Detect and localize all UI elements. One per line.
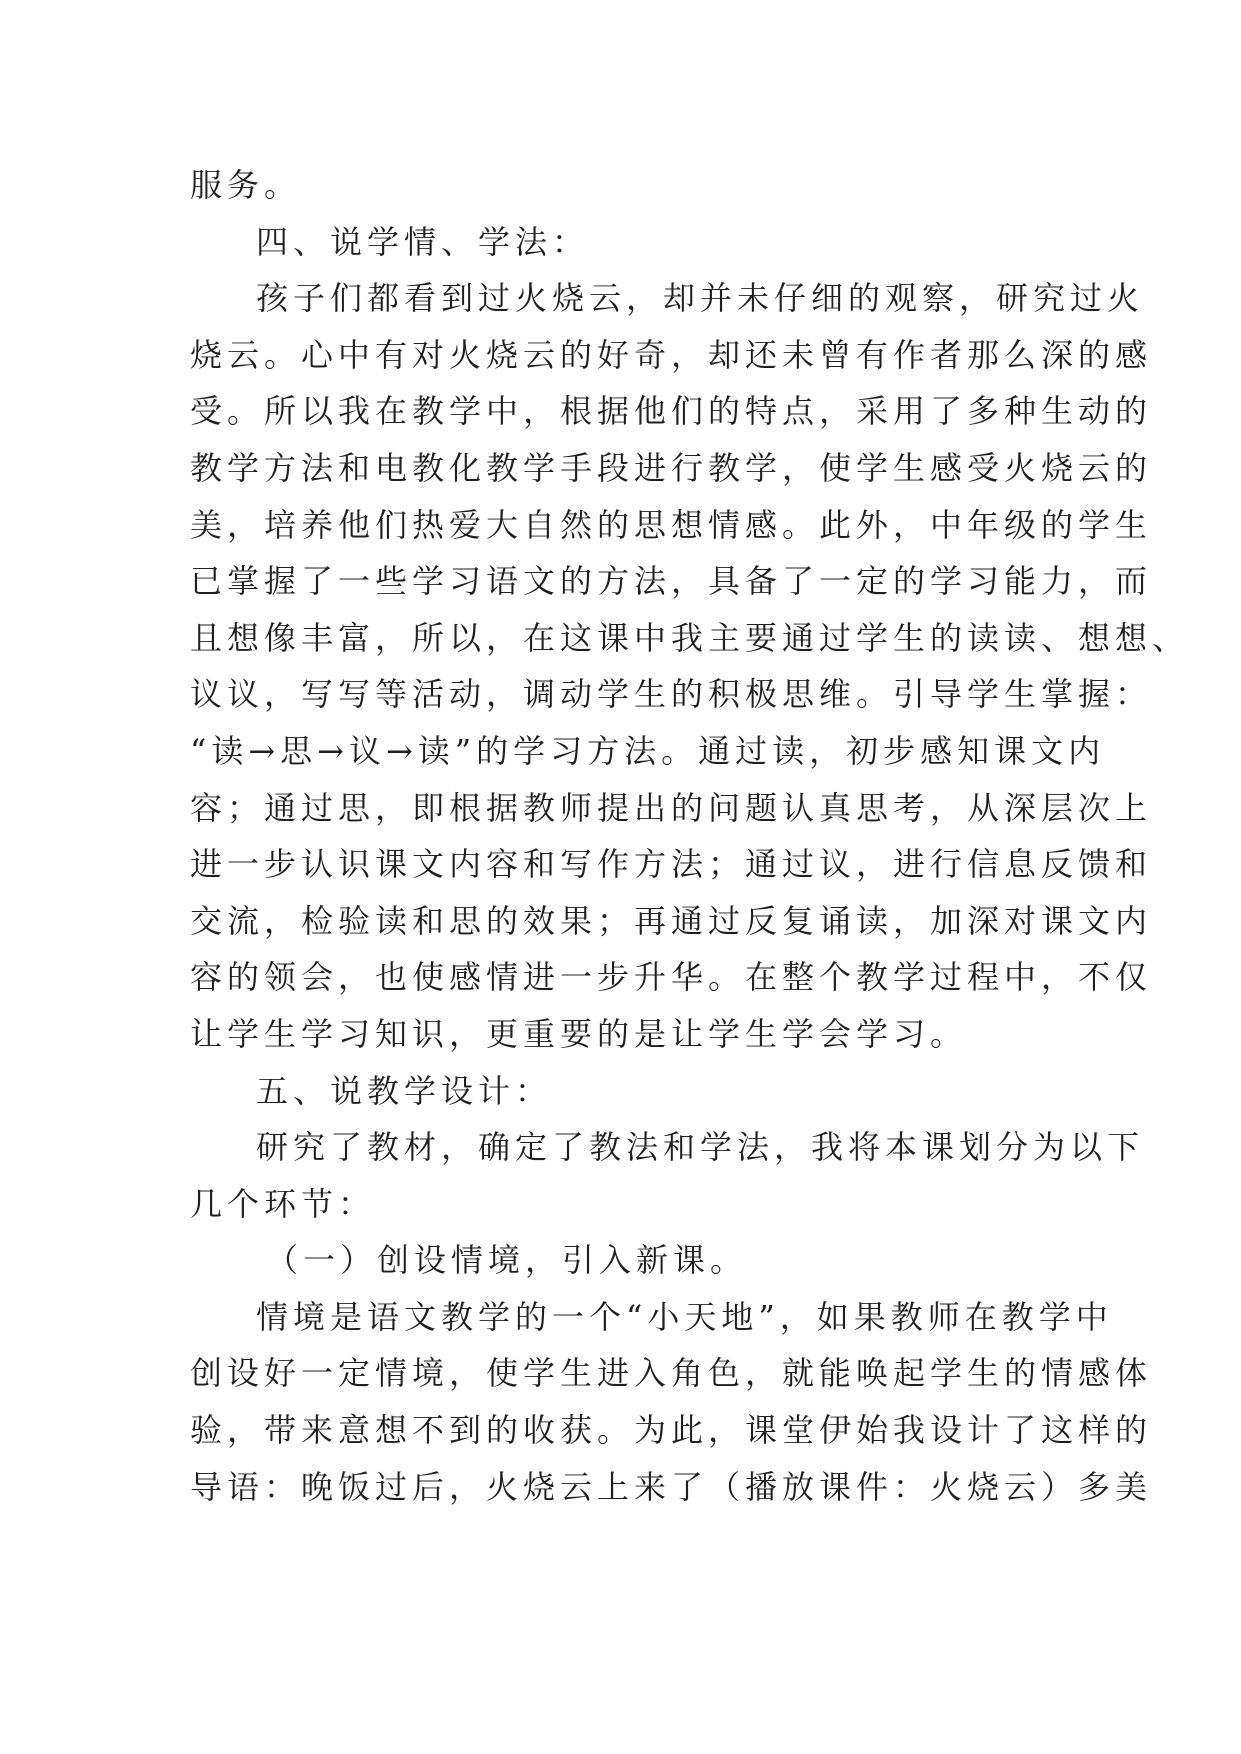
text-line: 已掌握了一些学习语文的方法，具备了一定的学习能力，而: [190, 562, 1153, 601]
text-line: 美，培养他们热爱大自然的思想情感。此外，中年级的学生: [190, 505, 1153, 544]
text-line: 创设好一定情境，使学生进入角色，就能唤起学生的情感体: [190, 1354, 1153, 1393]
text-line: 进一步认识课文内容和写作方法；通过议，进行信息反馈和: [190, 845, 1153, 884]
text-line: 情境是语文教学的一个“小天地”，如果教师在教学中: [256, 1297, 1113, 1336]
text-line: 容；通过思，即根据教师提出的问题认真思考，从深层次上: [190, 788, 1153, 827]
text-line: 验，带来意想不到的收获。为此，课堂伊始我设计了这样的: [190, 1411, 1153, 1450]
text-line: 受。所以我在教学中，根据他们的特点，采用了多种生动的: [190, 392, 1153, 431]
text-line: 议议，写写等活动，调动学生的积极思维。引导学生掌握：: [190, 675, 1153, 714]
text-line: 几个环节：: [190, 1184, 376, 1223]
text-line: “读→思→议→读”的学习方法。通过读，初步感知课文内: [190, 731, 1106, 770]
text-line: 容的领会，也使感情进一步升华。在整个教学过程中，不仅: [190, 958, 1153, 997]
text-line: 服务。: [190, 166, 302, 204]
subsection-heading-1: （一）创设情境，引入新课。: [266, 1241, 748, 1280]
text-line: 且想像丰富，所以，在这课中我主要通过学生的读读、想想、: [190, 618, 1190, 657]
text-line: 研究了教材，确定了教法和学法，我将本课划分为以下: [256, 1128, 1145, 1167]
section-heading-4: 四、说学情、学法：: [256, 222, 590, 261]
text-line: 交流，检验读和思的效果；再通过反复诵读，加深对课文内: [190, 901, 1153, 940]
body-text: [190, 157, 1190, 1515]
section-heading-5: 五、说教学设计：: [256, 1071, 553, 1110]
text-line: 孩子们都看到过火烧云，却并未仔细的观察，研究过火: [256, 279, 1145, 318]
text-line: 教学方法和电教化教学手段进行教学，使学生感受火烧云的: [190, 448, 1153, 487]
text-line: 让学生学习知识，更重要的是让学生学会学习。: [190, 1014, 968, 1053]
text-line: 导语：晚饭过后，火烧云上来了（播放课件：火烧云）多美: [190, 1467, 1153, 1506]
text-line: 烧云。心中有对火烧云的好奇，却还未曾有作者那么深的感: [190, 335, 1153, 374]
